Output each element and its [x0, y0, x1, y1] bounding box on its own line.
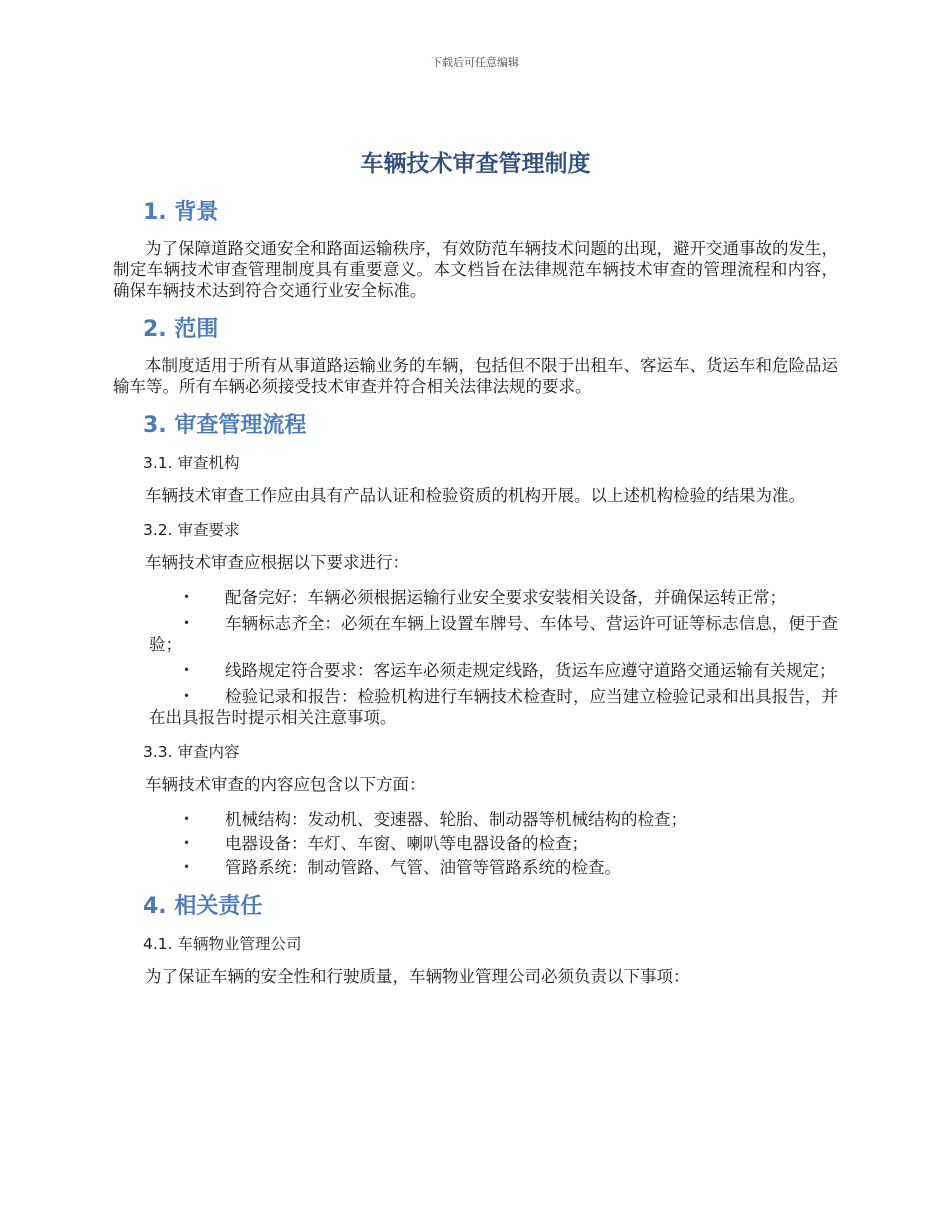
subsection-lead-review-requirements: 车辆技术审查应根据以下要求进行：: [145, 553, 409, 572]
bullet-icon: •: [183, 663, 191, 677]
bullet-icon: •: [183, 836, 191, 850]
list-item: • 机械结构：发动机、变速器、轮胎、制动器等机械结构的检查；: [183, 810, 687, 829]
subsection-paragraph-review-agency: 车辆技术审查工作应由具有产品认证和检验资质的机构开展。以上述机构检验的结果为准。: [145, 486, 805, 505]
list-item: • 线路规定符合要求：客运车必须走规定线路，货运车应遵守道路交通运输有关规定；: [183, 661, 836, 680]
requirements-list: [113, 587, 838, 728]
subsection-lead-property-management: 为了保证车辆的安全性和行驶质量，车辆物业管理公司必须负责以下事项：: [145, 967, 690, 986]
section-heading-responsibilities: 4. 相关责任: [143, 894, 263, 919]
document-title: 车辆技术审查管理制度: [360, 151, 591, 177]
list-item: • 电器设备：车灯、车窗、喇叭等电器设备的检查；: [183, 834, 588, 853]
bullet-icon: •: [183, 689, 191, 703]
bullet-icon: •: [183, 616, 191, 630]
section-heading-background: 1. 背景: [143, 200, 219, 225]
list-item: • 车辆标志齐全：必须在车辆上设置车牌号、车体号、营运许可证等标志信息，便于查验；: [149, 614, 838, 654]
subsection-lead-review-content: 车辆技术审查的内容应包含以下方面：: [145, 775, 426, 794]
section-heading-scope: 2. 范围: [143, 317, 219, 342]
content-list: [113, 809, 838, 878]
section-paragraph-scope: 本制度适用于所有从事道路运输业务的车辆，包括但不限于出租车、客运车、货运车和危险品运输车等。所有车辆必须接受技术审查并符合相关法律法规的要求。: [113, 356, 838, 396]
bullet-icon: •: [183, 812, 191, 826]
list-item: • 检验记录和报告：检验机构进行车辆技术检查时，应当建立检验记录和出具报告，并在出具报告时提示相关注意事项。: [149, 687, 838, 727]
subsection-heading-review-agency: 3.1. 审查机构: [143, 454, 240, 472]
section-paragraph-background: 为了保障道路交通安全和路面运输秩序，有效防范车辆技术问题的出现，避开交通事故的发生，制定车辆技术审查管理制度具有重要意义。本文档旨在法律规范车辆技术审查的管理流程和内容，确保车辆技术达到符合交通行业安全标准。: [113, 239, 838, 300]
bullet-icon: •: [183, 590, 191, 604]
list-item: • 管路系统：制动管路、气管、油管等管路系统的检查。: [183, 858, 621, 877]
subsection-heading-review-content: 3.3. 审查内容: [143, 743, 240, 761]
subsection-heading-review-requirements: 3.2. 审查要求: [143, 521, 240, 539]
subsection-heading-property-management: 4.1. 车辆物业管理公司: [143, 935, 302, 953]
list-item: • 配备完好：车辆必须根据运输行业安全要求安装相关设备，并确保运转正常；: [183, 588, 786, 607]
bullet-icon: •: [183, 860, 191, 874]
section-heading-review-process: 3. 审查管理流程: [143, 413, 307, 438]
document-body: [113, 146, 838, 1001]
page-header-note: 下载后可任意编辑: [431, 56, 519, 69]
